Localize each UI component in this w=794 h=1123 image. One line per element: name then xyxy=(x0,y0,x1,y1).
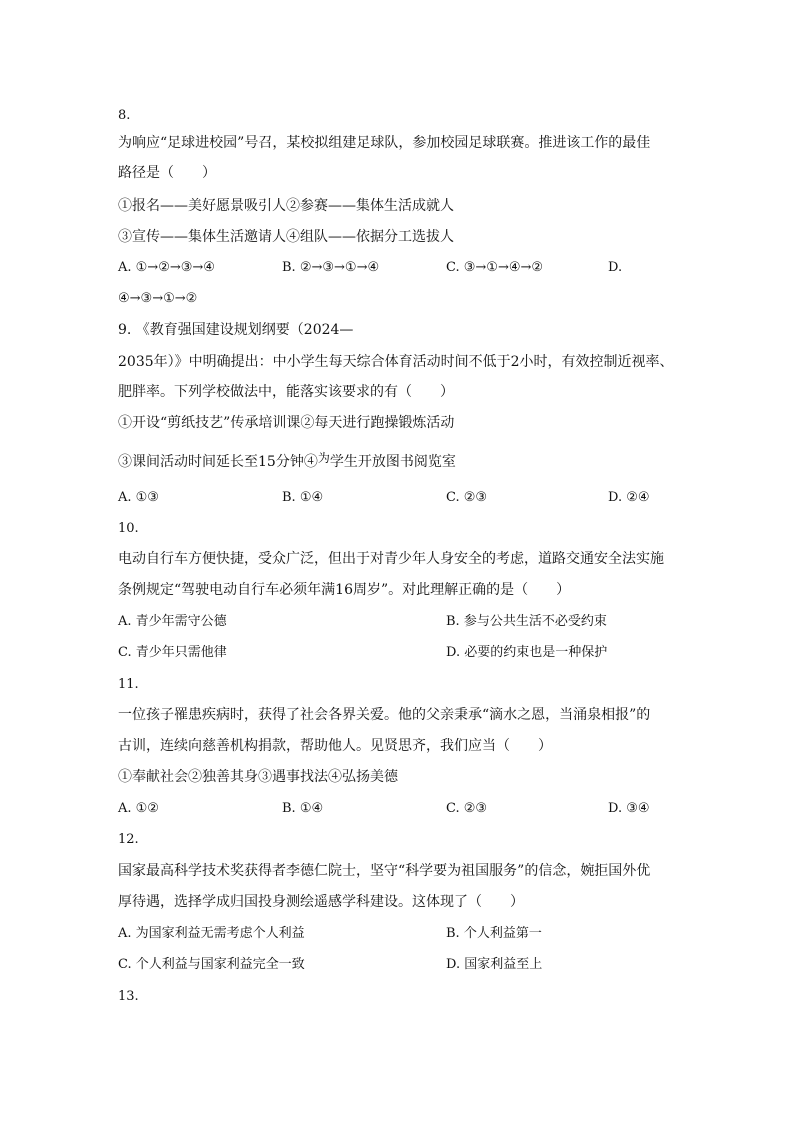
question-9-item-2-a: ③课间活动时间延长至15分钟④ xyxy=(118,454,318,470)
question-8-options xyxy=(118,258,678,278)
option-d[interactable]: D. ③④ xyxy=(608,801,650,816)
question-11-number: 11. xyxy=(118,677,139,692)
question-8-item-1: ①报名——美好愿景吸引人②参赛——集体生活成就人 xyxy=(118,198,454,214)
question-12-stem-cont: 厚待遇，选择学成归国投身测绘遥感学科建设。这体现了（ ） xyxy=(118,894,524,910)
option-c[interactable]: C. ②③ xyxy=(446,801,488,816)
option-a[interactable]: A. ①② xyxy=(118,801,159,816)
question-12-options-row-1 xyxy=(118,924,678,944)
option-d[interactable]: D. 必要的约束也是一种保护 xyxy=(446,645,608,660)
question-9-item-2-b: 学生开放图书阅览室 xyxy=(329,454,456,470)
option-c[interactable]: C. 个人利益与国家利益完全一致 xyxy=(118,957,305,972)
question-12-options-row-2 xyxy=(118,955,678,975)
question-9-options xyxy=(118,488,678,508)
question-11-options xyxy=(118,799,678,819)
question-11-stem-cont: 古训，连续向慈善机构捐款，帮助他人。见贤思齐，我们应当（ ） xyxy=(118,738,552,754)
option-d[interactable]: D. ②④ xyxy=(608,490,650,505)
question-11-item-1: ①奉献社会②独善其身③遇事找法④弘扬美德 xyxy=(118,769,398,785)
question-10-options-row-2 xyxy=(118,643,678,663)
option-b[interactable]: B. ②→③→①→④ xyxy=(282,260,380,275)
question-9-item-2-sup: 为 xyxy=(317,451,330,465)
question-10-stem-cont: 条例规定“驾驶电动自行车必须年满16周岁”。对此理解正确的是（ ） xyxy=(118,582,571,598)
option-b[interactable]: B. 个人利益第一 xyxy=(446,926,542,941)
question-9-stem: 9. 《教育强国建设规划纲要（2024— xyxy=(118,322,354,338)
question-8-stem: 为响应“足球进校园”号召，某校拟组建足球队，参加校园足球联赛。推进该工作的最佳 xyxy=(118,135,651,151)
question-9-stem-cont-2: 肥胖率。下列学校做法中，能落实该要求的有（ ） xyxy=(118,384,454,400)
option-b[interactable]: B. 参与公共生活不必受约束 xyxy=(446,614,607,629)
question-13-number: 13. xyxy=(118,989,139,1004)
option-c[interactable]: C. ③→①→④→② xyxy=(446,260,544,275)
option-b[interactable]: B. ①④ xyxy=(282,801,324,816)
option-c[interactable]: C. ②③ xyxy=(446,490,488,505)
question-10-number: 10. xyxy=(118,521,139,536)
question-10-options-row-1 xyxy=(118,612,678,632)
option-c[interactable]: C. 青少年只需他律 xyxy=(118,645,227,660)
question-12-number: 12. xyxy=(118,832,139,847)
question-9-item-2 xyxy=(118,452,456,472)
option-a[interactable]: A. 为国家利益无需考虑个人利益 xyxy=(118,926,305,941)
option-a[interactable]: A. ①③ xyxy=(118,490,159,505)
question-12-stem: 国家最高科学技术奖获得者李德仁院士，坚守“科学要为祖国服务”的信念，婉拒国外优 xyxy=(118,863,651,879)
question-8-item-2: ③宣传——集体生活邀请人④组队——依据分工选拔人 xyxy=(118,229,454,245)
question-11-stem: 一位孩子罹患疾病时，获得了社会各界关爱。他的父亲秉承“滴水之恩，当涌泉相报”的 xyxy=(118,707,651,723)
option-d[interactable]: D. 国家利益至上 xyxy=(446,957,543,972)
question-8-option-d-cont: ④→③→①→② xyxy=(118,291,198,306)
option-b[interactable]: B. ①④ xyxy=(282,490,324,505)
question-8-number: 8. xyxy=(118,108,131,123)
question-8-stem-cont: 路径是（ ） xyxy=(118,165,216,181)
question-9-stem-cont: 2035年）》中明确提出：中小学生每天综合体育活动时间不低于2小时，有效控制近视率、 xyxy=(118,354,674,370)
question-10-stem: 电动自行车方便快捷，受众广泛，但出于对青少年人身安全的考虑，道路交通安全法实施 xyxy=(118,551,664,567)
option-a[interactable]: A. 青少年需守公德 xyxy=(118,614,227,629)
question-9-item-1: ①开设“剪纸技艺”传承培训课②每天进行跑操锻炼活动 xyxy=(118,415,455,431)
option-d[interactable]: D. xyxy=(608,260,623,275)
option-a[interactable]: A. ①→②→③→④ xyxy=(118,260,215,275)
